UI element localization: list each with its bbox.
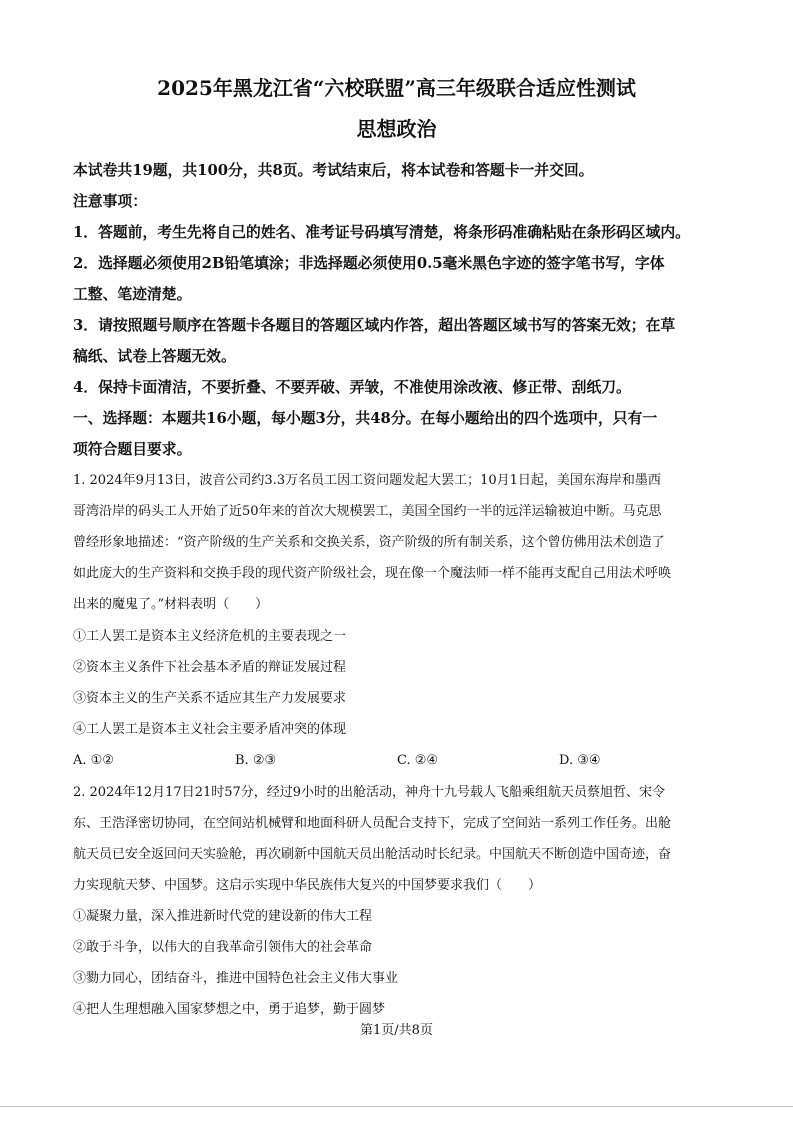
- stem-line: 1. 2024年9月13日，波音公司约3.3万名员工因工资问题发起大罢工；10月1日起，美国东海岸和墨西: [73, 473, 661, 488]
- choice-a[interactable]: A. ①②: [73, 753, 114, 768]
- stem-line: 哥湾沿岸的码头工人开始了近50年来的首次大规模罢工，美国全国约一半的远洋运输被迫中断。马克思: [73, 504, 662, 519]
- notice-line: 2．选择题必须使用2B铅笔填涂；非选择题必须使用0.5毫米黑色字迹的签字笔书写，字体: [73, 255, 665, 272]
- statement: ④把人生理想融入国家梦想之中，勇于追梦，勤于圆梦: [73, 1002, 386, 1017]
- choice-d[interactable]: D. ③④: [559, 753, 601, 768]
- notice-line: 4．保持卡面清洁，不要折叠、不要弄破、弄皱，不准使用涂改液、修正带、刮纸刀。: [73, 379, 631, 396]
- stem-line: 2. 2024年12月17日21时57分，经过9小时的出舱活动，神舟十九号载人飞船乘组航天员蔡旭哲、宋令: [73, 785, 666, 800]
- statement: ①工人罢工是资本主义经济危机的主要表现之一: [73, 629, 347, 644]
- bottom-rule: [0, 1106, 793, 1107]
- stem-line: 出来的魔鬼了。”材料表明（ ）: [73, 597, 269, 612]
- statement: ③资本主义的生产关系不适应其生产力发展要求: [73, 691, 347, 706]
- stem-line: 航天员已安全返回问天实验舱，再次刷新中国航天员出舱活动时长纪录。中国航天不断创造中国奇迹，奋: [73, 847, 672, 862]
- section-heading: 一、选择题：本题共16小题，每小题3分，共48分。在每小题给出的四个选项中，只有一: [73, 410, 658, 427]
- statement: ③勠力同心，团结奋斗，推进中国特色社会主义伟大事业: [73, 971, 399, 986]
- stem-line: 如此庞大的生产资料和交换手段的现代资产阶级社会，现在像一个魔法师一样不能再支配自己用法术呼唤: [73, 566, 672, 581]
- stem-line: 曾经形象地描述：“资产阶级的生产关系和交换关系，资产阶级的所有制关系，这个曾仿佛用法术创造了: [73, 535, 665, 550]
- exam-summary: 本试卷共19题，共100分，共8页。考试结束后，将本试卷和答题卡一并交回。: [73, 162, 594, 179]
- exam-subject: 思想政治: [356, 117, 437, 141]
- stem-line: 东、王浩泽密切协同，在空间站机械臂和地面科研人员配合支持下，完成了空间站一系列工作任务。出舱: [73, 816, 672, 831]
- stem-line: 力实现航天梦、中国梦。这启示实现中华民族伟大复兴的中国梦要求我们（ ）: [73, 878, 542, 893]
- notice-line: 1．答题前，考生先将自己的姓名、准考证号码填写清楚，将条形码准确粘贴在条形码区域内。: [73, 224, 690, 241]
- page-footer: 第1页/共8页: [360, 1023, 433, 1038]
- statement: ②资本主义条件下社会基本矛盾的辩证发展过程: [73, 660, 347, 675]
- exam-title: 2025年黑龙江省“六校联盟”高三年级联合适应性测试: [157, 76, 636, 100]
- section-heading: 项符合题目要求。: [73, 441, 192, 458]
- notice-line: 3．请按照题号顺序在答题卡各题目的答题区域内作答，超出答题区域书写的答案无效；在草: [73, 317, 676, 334]
- statement: ④工人罢工是资本主义社会主要矛盾冲突的体现: [73, 722, 347, 737]
- notice-line: 稿纸、试卷上答题无效。: [73, 348, 236, 365]
- statement: ②敢于斗争，以伟大的自我革命引领伟大的社会革命: [73, 940, 373, 955]
- notice-line: 工整、笔迹清楚。: [73, 286, 192, 303]
- choice-b[interactable]: B. ②③: [235, 753, 277, 768]
- statement: ①凝聚力量，深入推进新时代党的建设新的伟大工程: [73, 909, 373, 924]
- choice-c[interactable]: C. ②④: [397, 753, 439, 768]
- notice-heading: 注意事项：: [73, 193, 147, 210]
